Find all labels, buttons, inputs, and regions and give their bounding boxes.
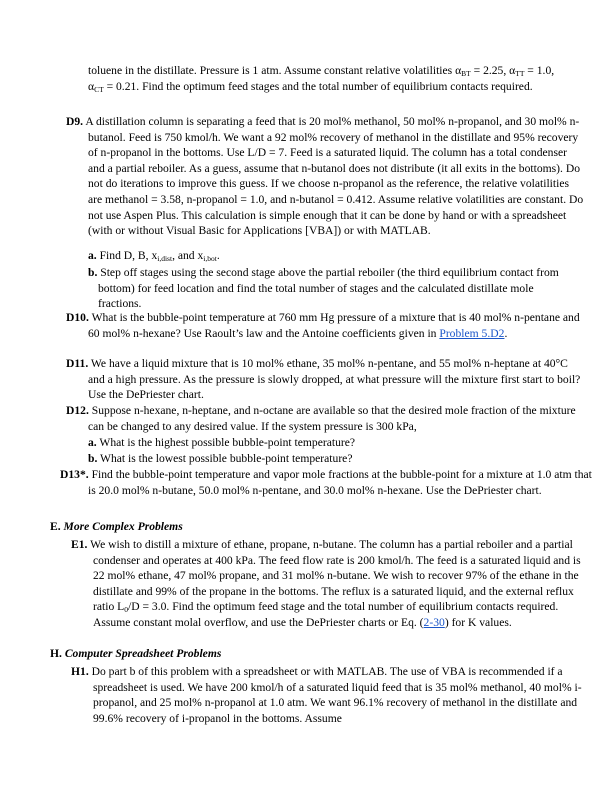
- problem-h1: H1. Do part b of this problem with a spreadsheet or with MATLAB. The use of VBA is recommended if a spreadsheet is used. We have 200 kmol/h of a saturated liquid feed that is 35 mol% methanol, 40 mol% i-propanol, and 25 mol% n-propanol at 1.0 atm. We want 96.1% recovery of methanol in the distillate and 99.6% recovery of i-propanol in the bottoms. Assume: [71, 665, 582, 725]
- problem-d12: D12. Suppose n-hexane, n-heptane, and n-octane are available so that the desired mole fraction of the mixture can be changed to any desired value. If the system pressure is 300 kPa,: [66, 404, 576, 433]
- problem-number: D12.: [66, 404, 89, 417]
- problem-d12-part-a: a. What is the highest possible bubble-point temperature?: [88, 436, 356, 449]
- problem-d12-part-b: b. What is the lowest possible bubble-point temperature?: [88, 452, 353, 465]
- problem-number: E1.: [71, 538, 88, 551]
- continuation-paragraph: toluene in the distillate. Pressure is 1 atm. Assume constant relative volatilities $\alpha_{BT} = 2.25$, $\alpha_{TT} = 1.0$, $\alpha_{CT} = 0.21$. Find the optimum feed stages and the total number of equilibrium contacts required.: [88, 64, 555, 94]
- problem-d9-part-a: a. Find D, B, $x_{i,dist}$, and $x_{i,bot}$.: [88, 249, 220, 263]
- problem-d13: D13*. Find the bubble-point temperature and vapor mole fractions at the bubble-point for a mixture at 1.0 atm that is 20.0 mol% n-butane, 50.0 mol% n-pentane, and 30.0 mol% n-hexane. Use the DePriester chart.: [60, 468, 592, 497]
- equation-2-30-link[interactable]: 2-30: [423, 615, 445, 629]
- problem-number: D13*.: [60, 468, 89, 481]
- problem-5d2-link[interactable]: Problem 5.D2: [439, 326, 505, 340]
- problem-number: H1.: [71, 665, 89, 678]
- problem-d11: D11. We have a liquid mixture that is 10 mol% ethane, 35 mol% n-pentane, and 55 mol% n-heptane at 40°C and a high pressure. As the pressure is slowly dropped, at what pressure will the mixture first start to boil? Use the DePriester chart.: [66, 357, 581, 402]
- problem-d9-part-b: b. Step off stages using the second stage above the partial reboiler (the third equilibrium contact from bottom) for feed location and find the total number of stages and the calculated distillate mole fractions.: [88, 266, 559, 311]
- problem-d10: D10. What is the bubble-point temperature at 760 mm Hg pressure of a mixture that is 40 mol% n-pentane and 60 mol% n-hexane? Use Raoult’s law and the Antoine coefficients given in Problem 5.D2.: [66, 311, 580, 340]
- problem-number: D11.: [66, 357, 89, 370]
- problem-number: D10.: [66, 311, 89, 324]
- problem-e1: E1. We wish to distill a mixture of ethane, propane, n-butane. The column has a partial reboiler and a partial condenser and operates at 400 kPa. The feed flow rate is 200 kmol/h. The feed is a saturated liquid and is 22 mol% ethane, 47 mol% propane, and 31 mol% n-butane. We wish to recover 97% of the ethane in the distillate and 99% of the propane in the bottoms. The reflux is a saturated liquid, and the external reflux ratio $L_0/D = 3.0$. Find the optimum feed stage and the total number of equilibrium contacts required. Assume constant molal overflow, and use the DePriester charts or Eq. (2-30) for K values.: [71, 538, 581, 629]
- section-heading-h: H. Computer Spreadsheet Problems: [50, 647, 222, 660]
- problem-number: D9.: [66, 115, 84, 128]
- problem-d9: D9. A distillation column is separating a feed that is 20 mol% methanol, 50 mol% n-propanol, and 30 mol% n-butanol. Feed is 750 kmol/h. We want a 92 mol% recovery of methanol in the distillate and 95% recovery of n-propanol in the bottoms. Use L/D = 7. Feed is a saturated liquid. The column has a total condenser and a partial reboiler. As a guess, assume that n-butanol does not distribute (it all exits in the bottoms). Do not do iterations to improve this guess. If we choose n-propanol as the reference, the relative volatilities are methanol = 3.58, n-propanol = 1.0, and n-butanol = 0.412. Assume relative volatilities are constant. Do not use Aspen Plus. This calculation is simple enough that it can be done by hand or with a spreadsheet (with or without Visual Basic for Applications [VBA]) or with MATLAB.: [66, 115, 584, 238]
- section-heading-e: E. More Complex Problems: [50, 520, 183, 533]
